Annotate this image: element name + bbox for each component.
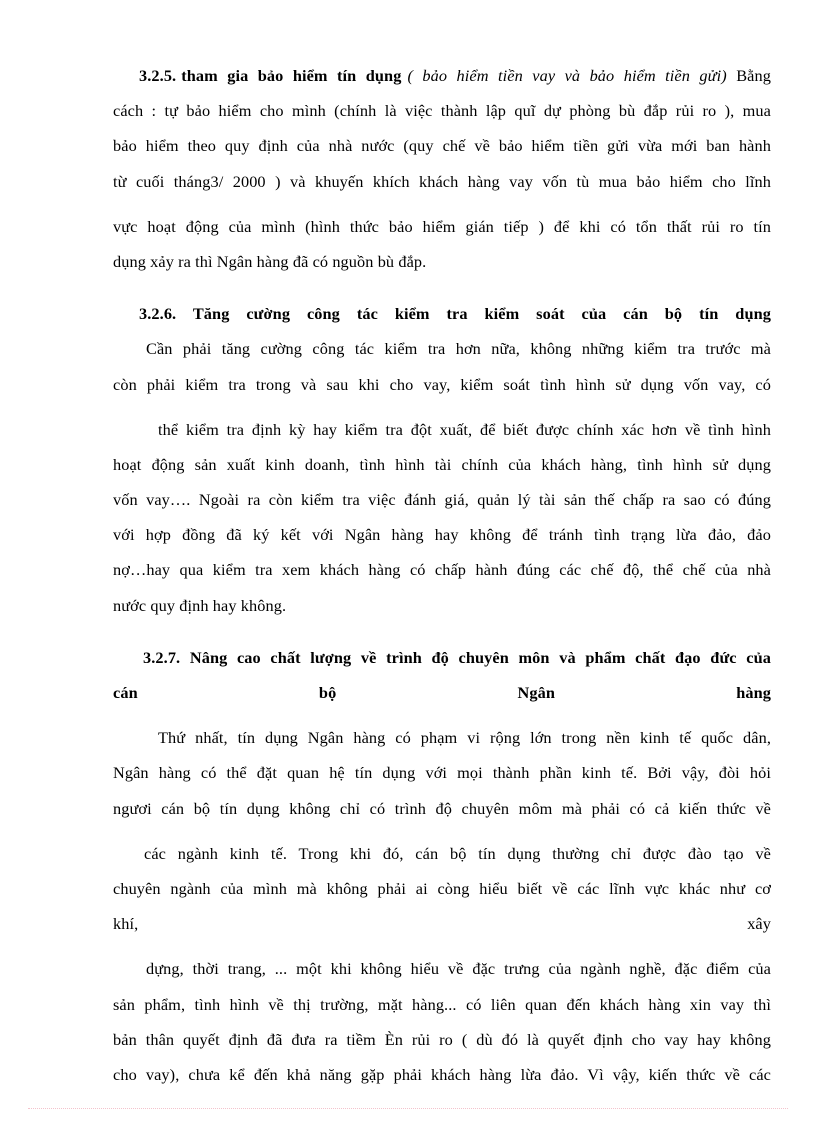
section-3-2-7-heading-line-2	[113, 675, 771, 710]
section-3-2-5	[113, 58, 771, 199]
body-line: vốn vay…. Ngoài ra còn kiểm tra việc đánh giá, quản lý tài sản thế chấp ra sao có đúng	[113, 490, 771, 510]
body-line: từ cuối tháng3/ 2000 ) và khuyến khích khách hàng vay vốn tù mua bảo hiểm cho lĩnh	[113, 171, 771, 191]
body-line: thể kiểm tra định kỳ hay kiểm tra đột xuất, để biết được chính xác hơn về tình hình	[158, 419, 771, 439]
split-word: khí,	[113, 914, 139, 934]
paragraph-gap	[113, 402, 771, 412]
body-line: dụng xảy ra thì Ngân hàng đã có nguồn bù đắp.	[113, 251, 427, 271]
body-line: dựng, thời trang, ... một khi không hiểu về đặc trưng của ngành nghề, đặc điểm của	[146, 959, 771, 979]
body-line: ngươi cán bộ tín dụng không chỉ có trình độ chuyên môm mà phải có cả kiến thức về	[113, 798, 771, 818]
body-line: vực hoạt động của mình (hình thức bảo hiểm gián tiếp ) để khi có tổn thất rủi ro tín	[113, 216, 771, 236]
section-3-2-5-first-line	[113, 58, 771, 93]
paragraph-gap	[113, 941, 771, 951]
split-word: xây	[747, 914, 771, 934]
heading-word: cán	[113, 683, 138, 702]
paragraph-gap	[113, 710, 771, 720]
section-3-2-5-number-title: 3.2.5.	[139, 66, 177, 85]
section-3-2-5-title: tham gia bảo hiểm tín dụng	[181, 66, 402, 85]
section-3-2-5-cont	[113, 209, 771, 279]
body-line: cho vay), chưa kể đến khả năng gặp phải khách hàng lừa đảo. Vì vậy, kiến thức về các	[113, 1064, 771, 1084]
body-line: Thứ nhất, tín dụng Ngân hàng có phạm vi rộng lớn trong nền kinh tế quốc dân,	[158, 728, 771, 748]
body-line: nợ…hay qua kiểm tra xem khách hàng có chấp hành đúng các chế độ, thể chế của nhà	[113, 560, 771, 580]
body-line-split	[113, 906, 771, 941]
body-line: bảo hiểm theo quy định của nhà nước (quy chế về bảo hiểm tiền gửi vừa mới ban hành	[113, 136, 771, 156]
body-line: còn phải kiểm tra trong và sau khi cho vay, kiểm soát tình hình sử dụng vốn vay, có	[113, 374, 771, 394]
section-3-2-7	[113, 640, 771, 710]
body-line: Cần phải tăng cường công tác kiểm tra hơn nữa, không những kiểm tra trước mà	[146, 339, 771, 359]
body-line: sản phẩm, tình hình về thị trường, mặt hàng... có liên quan đến khách hàng xin vay thì	[113, 994, 771, 1014]
section-3-2-7-heading-line-1: 3.2.7. Nâng cao chất lượng về trình độ chuyên môn và phẩm chất đạo đức của	[143, 647, 771, 667]
body-line: các ngành kinh tế. Trong khi đó, cán bộ tín dụng thường chỉ được đào tạo về	[144, 843, 771, 863]
heading-word: Ngân	[517, 683, 556, 702]
body-line: nước quy định hay không.	[113, 595, 287, 615]
paragraph-gap	[113, 826, 771, 836]
paragraph-gap	[113, 199, 771, 209]
document-text-column	[113, 58, 771, 1092]
heading-word: bộ	[318, 683, 337, 702]
section-3-2-6-heading: 3.2.6. Tăng cường công tác kiểm tra kiểm soát của cán bộ tín dụng	[139, 304, 771, 324]
section-3-2-6-cont	[113, 412, 771, 623]
heading-word: hàng	[736, 683, 771, 702]
body-line: với hợp đồng đã ký kết với Ngân hàng hay không để tránh tình trạng lừa đảo, đảo	[113, 525, 771, 545]
body-line: Ngân hàng có thể đặt quan hệ tín dụng với mọi thành phần kinh tế. Bởi vậy, đòi hỏi	[113, 763, 771, 783]
section-3-2-5-title-parenthetical: ( bảo hiểm tiền vay và bảo hiểm tiền gửi)	[407, 66, 727, 85]
page-bottom-dotted-rule	[28, 1108, 788, 1110]
section-gap	[113, 279, 771, 296]
body-line: chuyên ngành của mình mà không phải ai còng hiểu biết về các lĩnh vực khác như cơ	[113, 878, 771, 898]
section-3-2-5-lead-tail: Bằng	[726, 66, 771, 85]
body-line: cách : tự bảo hiểm cho mình (chính là việc thành lập quĩ dự phòng bù đắp rủi ro ), mua	[113, 101, 771, 121]
section-gap	[113, 623, 771, 640]
section-3-2-7-body-b	[113, 836, 771, 942]
section-3-2-6	[113, 296, 771, 402]
body-line: bản thân quyết định đã đưa ra tiềm Èn rủi ro ( dù đó là quyết định cho vay hay không	[113, 1029, 771, 1049]
section-3-2-7-body-a	[113, 720, 771, 826]
body-line: hoạt động sản xuất kinh doanh, tình hình tài chính của khách hàng, tình hình sử dụng	[113, 454, 771, 474]
section-3-2-7-body-c	[113, 951, 771, 1092]
